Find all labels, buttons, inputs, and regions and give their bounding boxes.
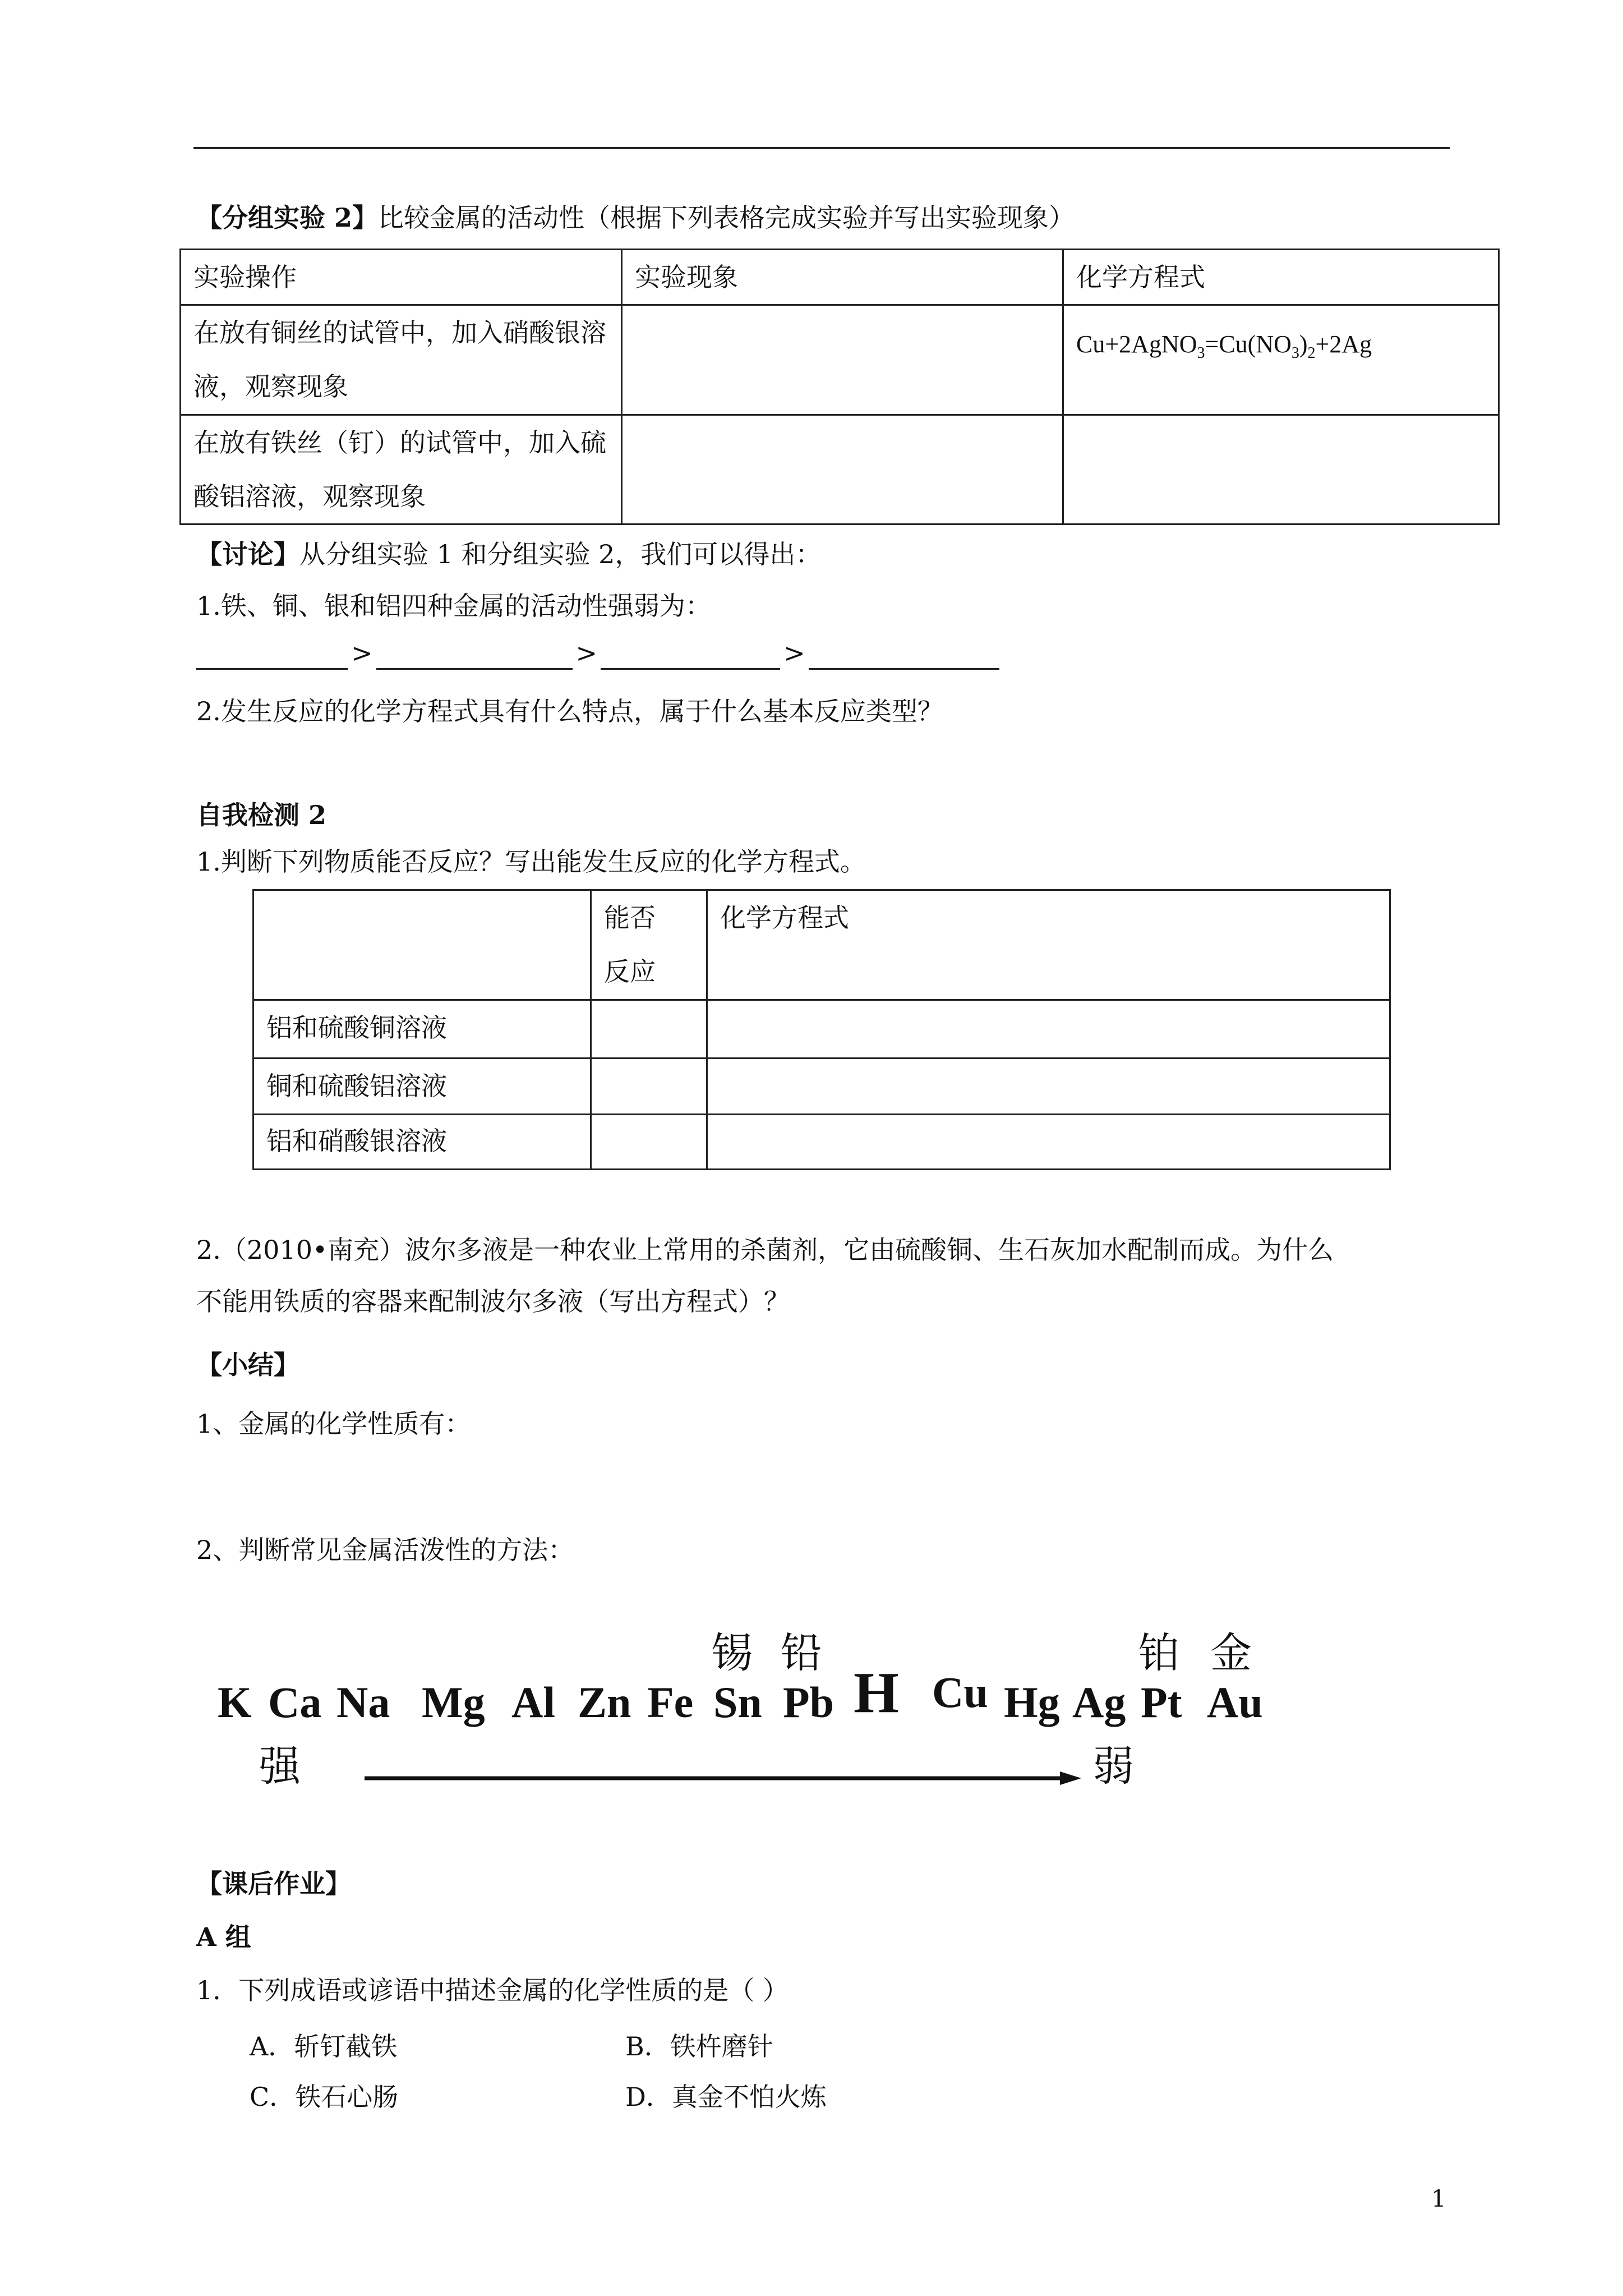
cn-platinum: 铂 [1138, 1629, 1180, 1677]
selfcheck-row-2-can-react[interactable] [591, 1059, 707, 1115]
blank-4[interactable] [809, 639, 999, 670]
element-h: H [854, 1660, 899, 1725]
blank-1[interactable] [196, 639, 348, 670]
homework-group: A 组 [196, 1922, 251, 1952]
exp2-row1-phenomenon[interactable] [622, 305, 1063, 415]
label-weak: 弱 [1092, 1742, 1134, 1791]
exp2-title [196, 202, 1075, 234]
selfcheck-row-2-equation[interactable] [707, 1059, 1390, 1115]
selfcheck-row-1: 铝和硫酸铜溶液 [253, 1000, 591, 1059]
selfcheck-row-1-can-react[interactable] [591, 1000, 707, 1059]
option-c[interactable]: C．铁石心肠 [250, 2082, 399, 2112]
metal-ag: Ag [1072, 1678, 1126, 1727]
metal-sn: Sn [713, 1678, 762, 1727]
cn-gold: 金 [1210, 1629, 1252, 1677]
eq-part: +2Ag [1315, 330, 1372, 358]
selfcheck-table [252, 889, 1391, 1170]
homework-q1: 1．下列成语或谚语中描述金属的化学性质的是（ ） [196, 1975, 789, 2005]
metal-ca: Ca [268, 1678, 322, 1727]
metal-k: K [218, 1678, 252, 1727]
eq-sub: 3 [1197, 344, 1205, 362]
metal-zn: Zn [578, 1678, 631, 1727]
selfcheck-q1: 1.判断下列物质能否反应？写出能发生反应的化学方程式。 [196, 846, 866, 877]
summary-item-2: 2、判断常见金属活泼性的方法： [196, 1535, 574, 1565]
selfcheck-q2-line1: 2.（2010•南充）波尔多液是一种农业上常用的杀菌剂，它由硫酸铜、生石灰加水配制而成。为什么 [196, 1235, 1334, 1265]
eq-part: Cu+2AgNO [1076, 330, 1197, 358]
selfcheck-row-3-can-react[interactable] [591, 1115, 707, 1170]
exp2-row2-equation[interactable] [1063, 415, 1499, 524]
header-rule [193, 147, 1450, 149]
activity-order-blanks [196, 637, 999, 670]
discussion-q1: 1.铁、铜、银和铝四种金属的活动性强弱为： [196, 591, 711, 621]
metal-al: Al [511, 1678, 555, 1727]
exp2-row1-operation: 在放有铜丝的试管中，加入硝酸银溶液，观察现象 [181, 305, 622, 415]
eq-part: ) [1299, 330, 1308, 358]
homework-title: 【课后作业】 [196, 1869, 351, 1899]
metal-mg: Mg [422, 1678, 485, 1727]
exp2-title-text: 比较金属的活动性（根据下列表格完成实验并写出实验现象） [378, 203, 1075, 233]
selfcheck-header-can-react [591, 890, 707, 1000]
greater-than: > [575, 638, 598, 668]
greater-than: > [783, 638, 805, 668]
exp2-header-phenomenon: 实验现象 [622, 250, 1063, 305]
metal-fe: Fe [647, 1678, 694, 1727]
activity-arrow-head [1060, 1772, 1081, 1785]
selfcheck-row-3: 铝和硝酸银溶液 [253, 1115, 591, 1170]
page-number: 1 [1431, 2185, 1446, 2212]
exp2-row1-equation [1063, 305, 1499, 415]
activity-arrow [365, 1767, 1082, 1789]
can-react-line2: 反应 [604, 956, 656, 987]
selfcheck-row-3-equation[interactable] [707, 1115, 1390, 1170]
metal-na: Na [336, 1678, 390, 1727]
can-react-line1: 能否 [604, 903, 656, 933]
selfcheck-title: 自我检测 2 [196, 800, 327, 830]
metal-pb: Pb [783, 1678, 834, 1727]
label-strong: 强 [259, 1742, 301, 1791]
exp2-row2-phenomenon[interactable] [622, 415, 1063, 524]
blank-3[interactable] [601, 639, 780, 670]
exp2-header-operation: 实验操作 [181, 250, 622, 305]
selfcheck-header-blank [253, 890, 591, 1000]
blank-2[interactable] [376, 639, 573, 670]
discussion-title-bracket: 【讨论】 [196, 539, 299, 569]
exp2-table [179, 249, 1500, 525]
metal-au: Au [1207, 1678, 1263, 1727]
selfcheck-row-1-equation[interactable] [707, 1000, 1390, 1059]
summary-item-1: 1、金属的化学性质有： [196, 1409, 471, 1439]
option-d[interactable]: D．真金不怕火炼 [625, 2082, 827, 2112]
metal-pt: Pt [1141, 1678, 1182, 1727]
eq-part: =Cu(NO [1205, 330, 1292, 358]
cn-tin: 锡 [711, 1629, 753, 1677]
selfcheck-q2-line2: 不能用铁质的容器来配制波尔多液（写出方程式）？ [196, 1286, 790, 1317]
metal-hg: Hg [1004, 1678, 1060, 1727]
eq-sub: 2 [1307, 344, 1316, 362]
selfcheck-header-equation: 化学方程式 [707, 890, 1390, 1000]
exp2-header-equation: 化学方程式 [1063, 250, 1499, 305]
greater-than: > [351, 638, 373, 668]
discussion-title-text: 从分组实验 1 和分组实验 2，我们可以得出： [299, 539, 822, 569]
exp2-row2-operation: 在放有铁丝（钉）的试管中，加入硫酸铝溶液，观察现象 [181, 415, 622, 524]
cn-lead: 铅 [781, 1629, 822, 1677]
discussion-title [196, 539, 821, 571]
discussion-q2: 2.发生反应的化学方程式具有什么特点，属于什么基本反应类型？ [196, 696, 943, 726]
option-a[interactable]: A．斩钉截铁 [250, 2031, 398, 2062]
metal-cu: Cu [932, 1668, 988, 1717]
summary-title: 【小结】 [196, 1350, 299, 1380]
selfcheck-row-2: 铜和硫酸铝溶液 [253, 1059, 591, 1115]
eq-sub: 3 [1291, 344, 1299, 362]
option-b[interactable]: B．铁杵磨针 [625, 2031, 773, 2062]
exp2-title-bracket: 【分组实验 2】 [196, 203, 379, 233]
